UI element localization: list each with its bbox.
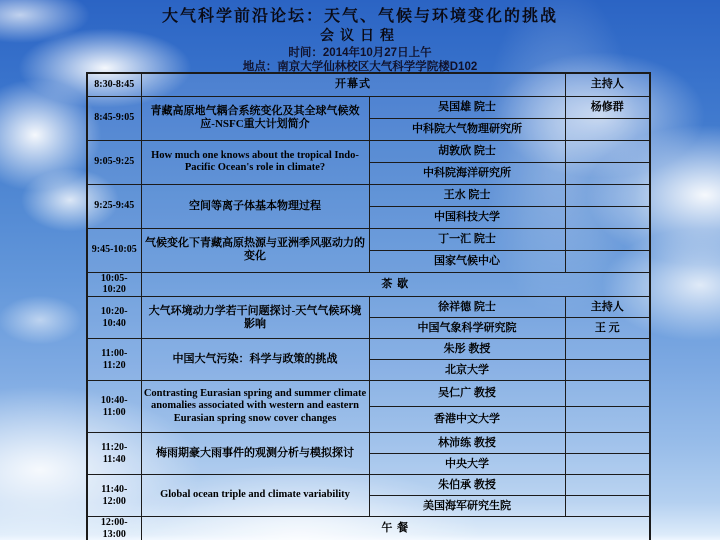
- session-row: [87, 381, 650, 407]
- time-cell: 8:30-8:45: [87, 73, 141, 96]
- chair-cell: [565, 381, 650, 407]
- speaker-name-cell: 胡敦欣 院士: [369, 140, 565, 162]
- session-title-cell: 大气环境动力学若干问题探讨-天气气候环境影响: [141, 297, 369, 339]
- session-title-cell: 空间等离子体基本物理过程: [141, 184, 369, 228]
- time-cell: 10:05-10:20: [87, 272, 141, 297]
- speaker-name-cell: 朱彤 教授: [369, 339, 565, 360]
- chair-header-cell: 主持人: [565, 73, 650, 96]
- tea-break-cell: 茶 歇: [141, 272, 650, 297]
- agenda-title: 会议日程: [320, 28, 400, 44]
- chair-cell: [565, 360, 650, 381]
- chair-cell: [565, 228, 650, 250]
- session-row: [87, 433, 650, 454]
- slide-header: [0, 6, 720, 75]
- speaker-name-cell: 吴仁广 教授: [369, 381, 565, 407]
- chair-cell: [565, 206, 650, 228]
- time-cell: 11:00-11:20: [87, 339, 141, 381]
- schedule-table: [86, 72, 651, 540]
- session-row: [87, 140, 650, 162]
- session-title-cell: 中国大气污染：科学与政策的挑战: [141, 339, 369, 381]
- speaker-affiliation-cell: 中科院大气物理研究所: [369, 118, 565, 140]
- time-cell: 11:20-11:40: [87, 433, 141, 475]
- time-cell: 9:25-9:45: [87, 184, 141, 228]
- time-cell: 11:40-12:00: [87, 475, 141, 517]
- speaker-name-cell: 丁一汇 院士: [369, 228, 565, 250]
- chair-cell: 杨修群: [565, 96, 650, 118]
- opening-row: [87, 73, 650, 96]
- chair-cell: [565, 475, 650, 496]
- chair-cell: [565, 250, 650, 272]
- session-title-cell: Contrasting Eurasian spring and summer climate anomalies associated with western and eastern Eurasian spring snow cover changes: [141, 381, 369, 433]
- session-row: [87, 475, 650, 496]
- chair-cell: [565, 454, 650, 475]
- opening-cell: 开幕式: [141, 73, 565, 96]
- speaker-name-cell: 吴国雄 院士: [369, 96, 565, 118]
- speaker-affiliation-cell: 中国气象科学研究院: [369, 318, 565, 339]
- session-title-cell: 青藏高原地气耦合系统变化及其全球气候效应-NSFC重大计划简介: [141, 96, 369, 140]
- session-title-cell: 梅雨期豪大雨事件的观测分析与模拟探讨: [141, 433, 369, 475]
- chair-cell: [565, 162, 650, 184]
- meeting-time: 时间：2014年10月27日上午: [288, 46, 432, 59]
- speaker-name-cell: 王水 院士: [369, 184, 565, 206]
- session-title-cell: 气候变化下青藏高原热源与亚洲季风驱动力的变化: [141, 228, 369, 272]
- session-row: [87, 96, 650, 118]
- session-row: [87, 297, 650, 318]
- speaker-affiliation-cell: 香港中文大学: [369, 407, 565, 433]
- chair-cell: [565, 407, 650, 433]
- time-cell: 9:45-10:05: [87, 228, 141, 272]
- speaker-name-cell: 林沛练 教授: [369, 433, 565, 454]
- speaker-affiliation-cell: 中央大学: [369, 454, 565, 475]
- lunch-cell: 午 餐: [141, 517, 650, 540]
- session-row: [87, 339, 650, 360]
- speaker-name-cell: 朱伯承 教授: [369, 475, 565, 496]
- time-cell: 9:05-9:25: [87, 140, 141, 184]
- session-title-cell: Global ocean triple and climate variability: [141, 475, 369, 517]
- chair-cell: 主持人: [565, 297, 650, 318]
- forum-title: 大气科学前沿论坛：天气、气候与环境变化的挑战: [161, 8, 558, 25]
- time-cell: 8:45-9:05: [87, 96, 141, 140]
- time-cell: 12:00-13:00: [87, 517, 141, 540]
- speaker-affiliation-cell: 中科院海洋研究所: [369, 162, 565, 184]
- session-title-cell: How much one knows about the tropical Indo-Pacific Ocean's role in climate?: [141, 140, 369, 184]
- time-cell: 10:20-10:40: [87, 297, 141, 339]
- speaker-affiliation-cell: 国家气候中心: [369, 250, 565, 272]
- time-cell: 10:40-11:00: [87, 381, 141, 433]
- chair-cell: [565, 433, 650, 454]
- chair-cell: [565, 118, 650, 140]
- chair-cell: 王 元: [565, 318, 650, 339]
- chair-cell: [565, 339, 650, 360]
- chair-cell: [565, 496, 650, 517]
- chair-cell: [565, 184, 650, 206]
- speaker-affiliation-cell: 中国科技大学: [369, 206, 565, 228]
- lunch-row: [87, 517, 650, 540]
- speaker-affiliation-cell: 北京大学: [369, 360, 565, 381]
- meeting-location: 地点：南京大学仙林校区大气科学学院楼D102: [242, 61, 478, 74]
- session-row: [87, 184, 650, 206]
- session-row: [87, 228, 650, 250]
- speaker-affiliation-cell: 美国海军研究生院: [369, 496, 565, 517]
- chair-cell: [565, 140, 650, 162]
- tea-break-row: [87, 272, 650, 297]
- speaker-name-cell: 徐祥德 院士: [369, 297, 565, 318]
